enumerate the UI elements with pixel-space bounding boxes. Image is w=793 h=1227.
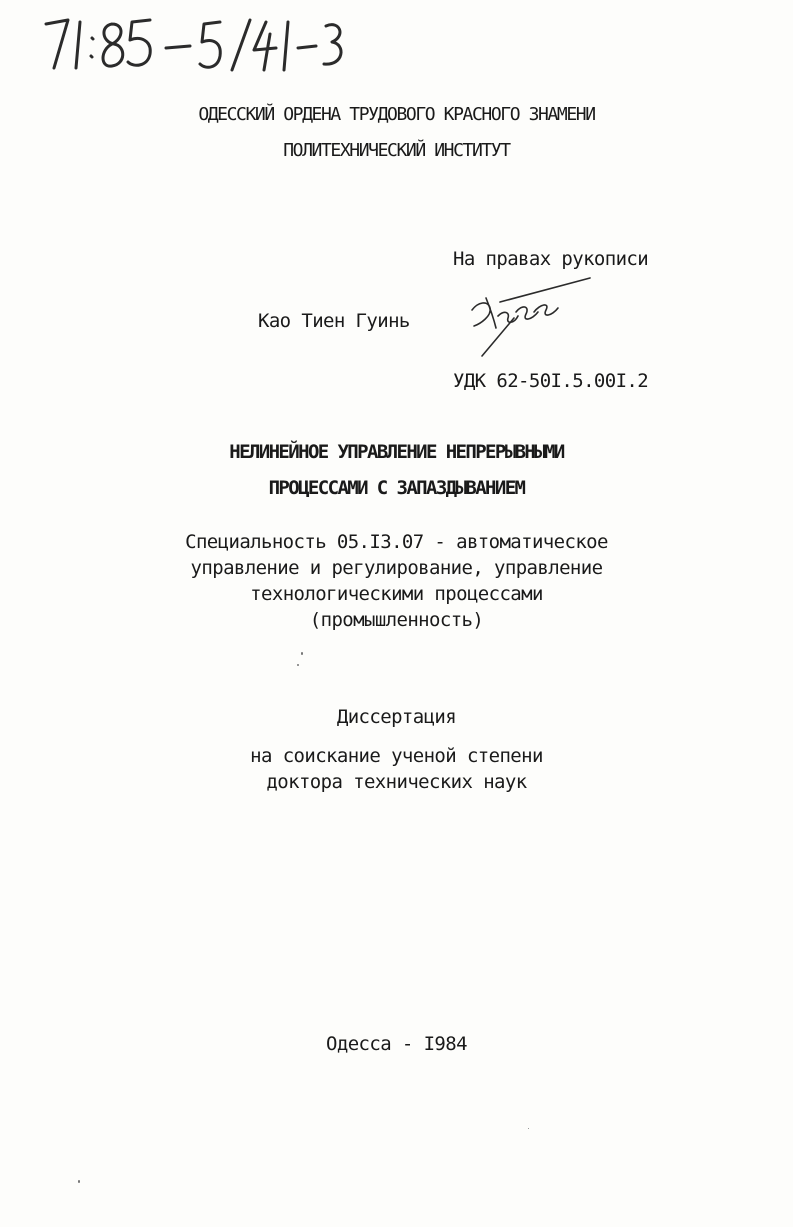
rights-note: На правах рукописи [453,248,649,270]
specialty-line-2: управление и регулирование, управление [190,557,603,579]
specialty-line-3: технологическими процессами [250,583,543,605]
dissertation-title-line-1: НЕЛИНЕЙНОЕ УПРАВЛЕНИЕ НЕПРЕРЫВНЫМИ [229,441,564,463]
author-name: Као Тиен Гуинь [258,310,410,332]
specialty-line-1: Специальность 05.I3.07 - автоматическое [185,531,608,553]
specialty-line-4: (промышленность) [309,609,484,631]
scan-speck [301,652,303,655]
degree-line-2: доктора технических наук [266,771,527,793]
author-signature [460,272,600,362]
dissertation-title-line-2: ПРОЦЕССАМИ С ЗАПАЗДЫВАНИЕМ [268,477,525,499]
institution-line-1: ОДЕССКИЙ ОРДЕНА ТРУДОВОГО КРАСНОГО ЗНАМЕНИ [198,104,595,125]
place-and-year: Одесса - I984 [326,1033,467,1055]
handwritten-archive-number [40,10,350,80]
degree-line-1: на соискание ученой степени [250,745,543,767]
institution-line-2: ПОЛИТЕХНИЧЕСКИЙ ИНСТИТУТ [283,140,510,161]
scan-speck [528,1128,529,1129]
scan-speck [297,664,299,666]
dissertation-label: Диссертация [336,706,457,728]
udc-code: УДК 62-50I.5.00I.2 [453,370,649,392]
scan-speck [78,1180,80,1183]
